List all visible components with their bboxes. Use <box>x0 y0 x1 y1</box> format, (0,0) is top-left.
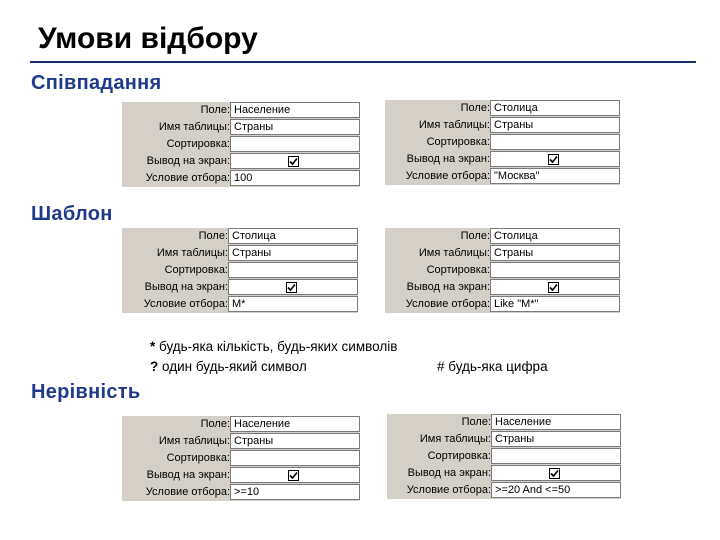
section-heading-pattern: Шаблон <box>31 203 113 225</box>
star-description: будь-яка кількість, будь-яких символів <box>155 339 398 354</box>
show-checkbox[interactable] <box>286 282 297 293</box>
criteria-cell[interactable]: 100 <box>230 170 360 186</box>
row-label-criteria: Условие отбора: <box>145 486 230 498</box>
field-cell[interactable]: Столица <box>490 100 620 116</box>
row-label-table: Имя таблицы: <box>418 119 490 131</box>
criteria-cell[interactable]: "Москва" <box>490 168 620 184</box>
row-label-sort: Сортировка: <box>166 138 230 150</box>
row-label-criteria: Условие отбора: <box>405 298 490 310</box>
show-checkbox[interactable] <box>288 156 299 167</box>
question-symbol: ? <box>150 359 159 374</box>
query-grid <box>385 100 620 185</box>
show-cell <box>490 151 620 167</box>
show-cell <box>228 279 358 295</box>
row-label-table: Имя таблицы: <box>156 247 228 259</box>
field-cell[interactable]: Столица <box>228 228 358 244</box>
show-checkbox[interactable] <box>288 470 299 481</box>
query-grid <box>122 416 360 501</box>
title-divider <box>30 61 696 63</box>
row-label-field: Поле: <box>460 102 490 114</box>
field-cell[interactable]: Население <box>230 416 360 432</box>
query-grid <box>387 414 621 499</box>
sort-cell[interactable] <box>230 136 360 152</box>
row-label-sort: Сортировка: <box>426 136 490 148</box>
row-label-criteria: Условие отбора: <box>406 484 491 496</box>
row-label-show: Вывод на экран: <box>146 155 230 167</box>
row-label-sort: Сортировка: <box>426 264 490 276</box>
sort-cell[interactable] <box>230 450 360 466</box>
wildcard-star-note <box>150 339 397 354</box>
row-label-criteria: Условие отбора: <box>143 298 228 310</box>
table-cell[interactable]: Страны <box>490 245 620 261</box>
row-label-table: Имя таблицы: <box>158 435 230 447</box>
field-cell[interactable]: Столица <box>490 228 620 244</box>
field-cell[interactable]: Население <box>230 102 360 118</box>
row-label-field: Поле: <box>461 416 491 428</box>
row-label-field: Поле: <box>200 104 230 116</box>
sort-cell[interactable] <box>490 134 620 150</box>
table-cell[interactable]: Страны <box>491 431 621 447</box>
row-label-field: Поле: <box>460 230 490 242</box>
row-label-sort: Сортировка: <box>166 452 230 464</box>
row-label-show: Вывод на экран: <box>407 467 491 479</box>
row-label-sort: Сортировка: <box>427 450 491 462</box>
section-heading-match: Співпадання <box>31 72 162 94</box>
query-grid <box>385 228 620 313</box>
show-cell <box>490 279 620 295</box>
field-cell[interactable]: Население <box>491 414 621 430</box>
table-cell[interactable]: Страны <box>230 433 360 449</box>
sort-cell[interactable] <box>490 262 620 278</box>
show-checkbox[interactable] <box>548 154 559 165</box>
query-grid <box>122 228 358 313</box>
star-symbol: * <box>150 339 156 354</box>
row-label-field: Поле: <box>200 418 230 430</box>
page-title: Умови відбору <box>38 22 258 55</box>
row-label-table: Имя таблицы: <box>419 433 491 445</box>
table-cell[interactable]: Страны <box>230 119 360 135</box>
query-grid <box>122 102 360 187</box>
row-label-field: Поле: <box>198 230 228 242</box>
row-label-criteria: Условие отбора: <box>405 170 490 182</box>
row-label-show: Вывод на экран: <box>146 469 230 481</box>
criteria-cell[interactable]: >=10 <box>230 484 360 500</box>
criteria-cell[interactable]: Like "М*" <box>490 296 620 312</box>
show-cell <box>491 465 621 481</box>
row-label-criteria: Условие отбора: <box>145 172 230 184</box>
show-cell <box>230 467 360 483</box>
sort-cell[interactable] <box>228 262 358 278</box>
table-cell[interactable]: Страны <box>490 117 620 133</box>
show-cell <box>230 153 360 169</box>
section-heading-inequality: Нерівність <box>31 381 141 403</box>
row-label-table: Имя таблицы: <box>418 247 490 259</box>
criteria-cell[interactable]: М* <box>228 296 358 312</box>
wildcard-question-note <box>150 359 307 374</box>
row-label-show: Вывод на экран: <box>406 153 490 165</box>
row-label-show: Вывод на экран: <box>144 281 228 293</box>
row-label-sort: Сортировка: <box>164 264 228 276</box>
criteria-cell[interactable]: >=20 And <=50 <box>491 482 621 498</box>
show-checkbox[interactable] <box>548 282 559 293</box>
wildcard-hash-note: # будь-яка цифра <box>437 359 548 374</box>
question-description: один будь-який символ <box>158 359 307 374</box>
sort-cell[interactable] <box>491 448 621 464</box>
show-checkbox[interactable] <box>549 468 560 479</box>
row-label-table: Имя таблицы: <box>158 121 230 133</box>
table-cell[interactable]: Страны <box>228 245 358 261</box>
row-label-show: Вывод на экран: <box>406 281 490 293</box>
